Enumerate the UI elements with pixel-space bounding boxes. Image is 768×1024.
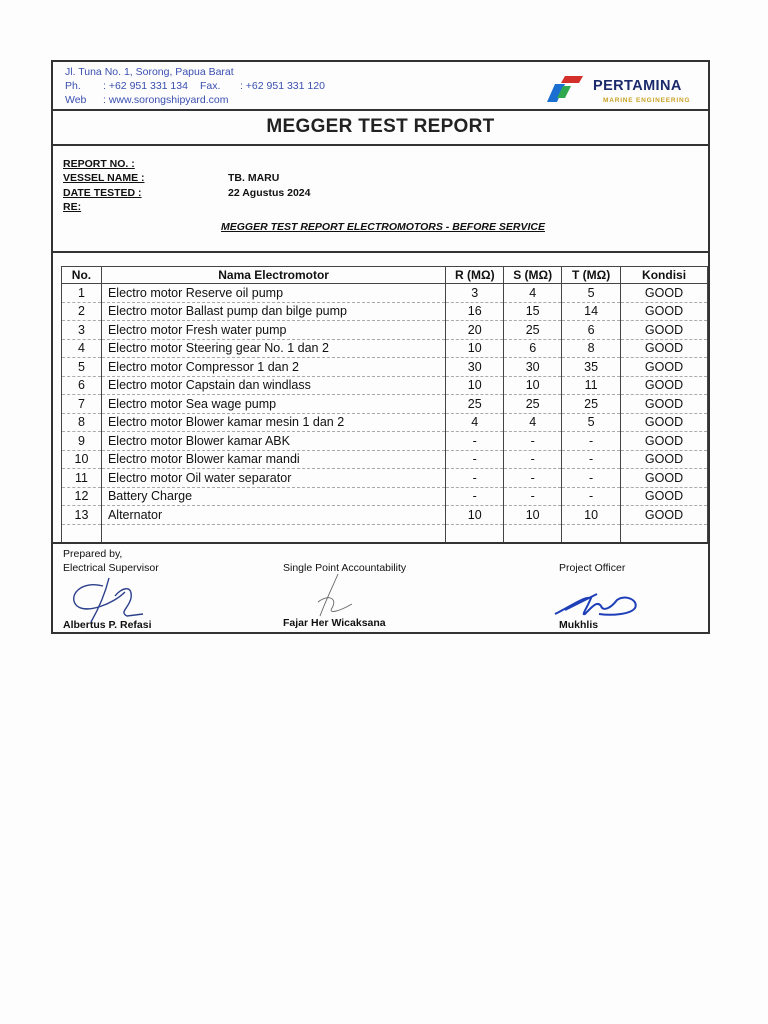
table-row xyxy=(62,339,708,358)
cell-name: Electro motor Compressor 1 dan 2 xyxy=(101,358,445,377)
cell-r: 10 xyxy=(446,376,504,395)
cell-s: 6 xyxy=(504,339,562,358)
cell-s: - xyxy=(504,450,562,469)
cell-t: 11 xyxy=(562,376,621,395)
cell-name: Electro motor Sea wage pump xyxy=(101,395,445,414)
cell-kondisi: GOOD xyxy=(621,284,708,303)
cell-name: Electro motor Steering gear No. 1 dan 2 xyxy=(101,339,445,358)
cell-kondisi: GOOD xyxy=(621,395,708,414)
signature-project-officer xyxy=(551,586,651,626)
role-electrical-supervisor: Electrical Supervisor xyxy=(63,562,159,574)
header-name: Nama Electromotor xyxy=(101,267,445,284)
header-t: T (MΩ) xyxy=(562,267,621,284)
prepared-by: Prepared by, xyxy=(63,548,123,560)
cell-r: - xyxy=(446,487,504,506)
cell-t: 35 xyxy=(562,358,621,377)
report-no-label: REPORT NO. : xyxy=(63,158,135,170)
table-row xyxy=(62,524,708,543)
cell-t: 8 xyxy=(562,339,621,358)
header-r: R (MΩ) xyxy=(446,267,504,284)
cell-kondisi xyxy=(621,524,708,543)
cell-s: - xyxy=(504,469,562,488)
role-single-point: Single Point Accountability xyxy=(283,562,407,574)
cell-no: 6 xyxy=(62,376,102,395)
role-project-officer: Project Officer xyxy=(559,562,626,574)
cell-no xyxy=(62,524,102,543)
logo-name: PERTAMINA xyxy=(593,78,682,94)
table-header-row xyxy=(62,267,708,284)
cell-r: 16 xyxy=(446,302,504,321)
table-row xyxy=(62,413,708,432)
signature-section xyxy=(53,542,708,634)
cell-kondisi: GOOD xyxy=(621,376,708,395)
cell-r: 30 xyxy=(446,358,504,377)
phone-label: Ph. xyxy=(65,80,81,92)
phone-number: : +62 951 331 134 xyxy=(103,80,188,92)
table-row xyxy=(62,469,708,488)
cell-kondisi: GOOD xyxy=(621,302,708,321)
cell-name: Battery Charge xyxy=(101,487,445,506)
title-bar xyxy=(53,109,708,146)
contact-block xyxy=(65,65,325,107)
cell-no: 3 xyxy=(62,321,102,340)
cell-no: 4 xyxy=(62,339,102,358)
table-row xyxy=(62,358,708,377)
cell-name: Electro motor Blower kamar ABK xyxy=(101,432,445,451)
table-row xyxy=(62,487,708,506)
table-row xyxy=(62,376,708,395)
cell-no: 11 xyxy=(62,469,102,488)
web-label: Web xyxy=(65,94,87,106)
cell-no: 13 xyxy=(62,506,102,525)
cell-kondisi: GOOD xyxy=(621,450,708,469)
cell-name: Electro motor Reserve oil pump xyxy=(101,284,445,303)
cell-t: - xyxy=(562,469,621,488)
cell-s: 10 xyxy=(504,376,562,395)
vessel-label: VESSEL NAME : xyxy=(63,172,145,184)
cell-r: 10 xyxy=(446,339,504,358)
cell-kondisi: GOOD xyxy=(621,487,708,506)
cell-kondisi: GOOD xyxy=(621,506,708,525)
table-row xyxy=(62,506,708,525)
cell-kondisi: GOOD xyxy=(621,358,708,377)
cell-s: 4 xyxy=(504,413,562,432)
cell-kondisi: GOOD xyxy=(621,321,708,340)
cell-t: 14 xyxy=(562,302,621,321)
fax-number: : +62 951 331 120 xyxy=(239,80,325,92)
cell-s: 30 xyxy=(504,358,562,377)
table-row xyxy=(62,432,708,451)
cell-r: 25 xyxy=(446,395,504,414)
cell-t: - xyxy=(562,432,621,451)
name-project-officer: Mukhlis xyxy=(559,619,599,631)
table-row xyxy=(62,284,708,303)
cell-t: 6 xyxy=(562,321,621,340)
cell-name: Electro motor Fresh water pump xyxy=(101,321,445,340)
cell-t xyxy=(562,524,621,543)
cell-r: 4 xyxy=(446,413,504,432)
signature-supervisor xyxy=(63,574,163,624)
cell-t: 25 xyxy=(562,395,621,414)
megger-table xyxy=(61,266,708,543)
report-subtitle: MEGGER TEST REPORT ELECTROMOTORS - BEFORE SERVICE xyxy=(221,221,545,233)
cell-no: 9 xyxy=(62,432,102,451)
web-link[interactable]: : www.sorongshipyard.com xyxy=(103,94,229,106)
cell-no: 8 xyxy=(62,413,102,432)
cell-no: 10 xyxy=(62,450,102,469)
cell-no: 5 xyxy=(62,358,102,377)
pertamina-logo-icon xyxy=(543,74,591,104)
cell-s: 15 xyxy=(504,302,562,321)
table-row xyxy=(62,395,708,414)
cell-r: 10 xyxy=(446,506,504,525)
cell-r xyxy=(446,524,504,543)
cell-no: 12 xyxy=(62,487,102,506)
cell-s xyxy=(504,524,562,543)
cell-t: - xyxy=(562,487,621,506)
cell-r: - xyxy=(446,432,504,451)
cell-s: - xyxy=(504,487,562,506)
report-info xyxy=(53,146,708,253)
cell-kondisi: GOOD xyxy=(621,413,708,432)
cell-no: 7 xyxy=(62,395,102,414)
cell-kondisi: GOOD xyxy=(621,469,708,488)
cell-r: 20 xyxy=(446,321,504,340)
address: Jl. Tuna No. 1, Sorong, Papua Barat xyxy=(65,66,234,78)
table-row xyxy=(62,302,708,321)
cell-r: - xyxy=(446,469,504,488)
header-kondisi: Kondisi xyxy=(621,267,708,284)
cell-s: 25 xyxy=(504,321,562,340)
cell-s: 4 xyxy=(504,284,562,303)
logo-subtitle: MARINE ENGINEERING xyxy=(603,97,691,104)
cell-name: Alternator xyxy=(101,506,445,525)
table-row xyxy=(62,321,708,340)
letterhead xyxy=(53,62,708,111)
report-frame xyxy=(51,60,710,634)
signature-single-point xyxy=(308,572,378,620)
cell-t: - xyxy=(562,450,621,469)
cell-kondisi: GOOD xyxy=(621,339,708,358)
re-label: RE: xyxy=(63,201,82,213)
cell-t: 10 xyxy=(562,506,621,525)
cell-kondisi: GOOD xyxy=(621,432,708,451)
cell-t: 5 xyxy=(562,284,621,303)
cell-t: 5 xyxy=(562,413,621,432)
date-tested: 22 Agustus 2024 xyxy=(228,187,311,199)
cell-no: 2 xyxy=(62,302,102,321)
cell-r: - xyxy=(446,450,504,469)
cell-name: Electro motor Oil water separator xyxy=(101,469,445,488)
date-label: DATE TESTED : xyxy=(63,187,142,199)
cell-name: Electro motor Ballast pump dan bilge pump xyxy=(101,302,445,321)
name-supervisor: Albertus P. Refasi xyxy=(63,619,152,631)
cell-s: 10 xyxy=(504,506,562,525)
fax-label: Fax. xyxy=(199,80,221,92)
cell-s: - xyxy=(504,432,562,451)
pertamina-logo xyxy=(543,70,703,106)
cell-no: 1 xyxy=(62,284,102,303)
cell-s: 25 xyxy=(504,395,562,414)
cell-name xyxy=(101,524,445,543)
table-row xyxy=(62,450,708,469)
header-no: No. xyxy=(62,267,102,284)
header-s: S (MΩ) xyxy=(504,267,562,284)
cell-name: Electro motor Blower kamar mesin 1 dan 2 xyxy=(101,413,445,432)
vessel-name: TB. MARU xyxy=(228,172,280,184)
cell-name: Electro motor Blower kamar mandi xyxy=(101,450,445,469)
cell-name: Electro motor Capstain dan windlass xyxy=(101,376,445,395)
page-title: MEGGER TEST REPORT xyxy=(266,115,495,137)
cell-r: 3 xyxy=(446,284,504,303)
name-single-point: Fajar Her Wicaksana xyxy=(283,617,386,629)
